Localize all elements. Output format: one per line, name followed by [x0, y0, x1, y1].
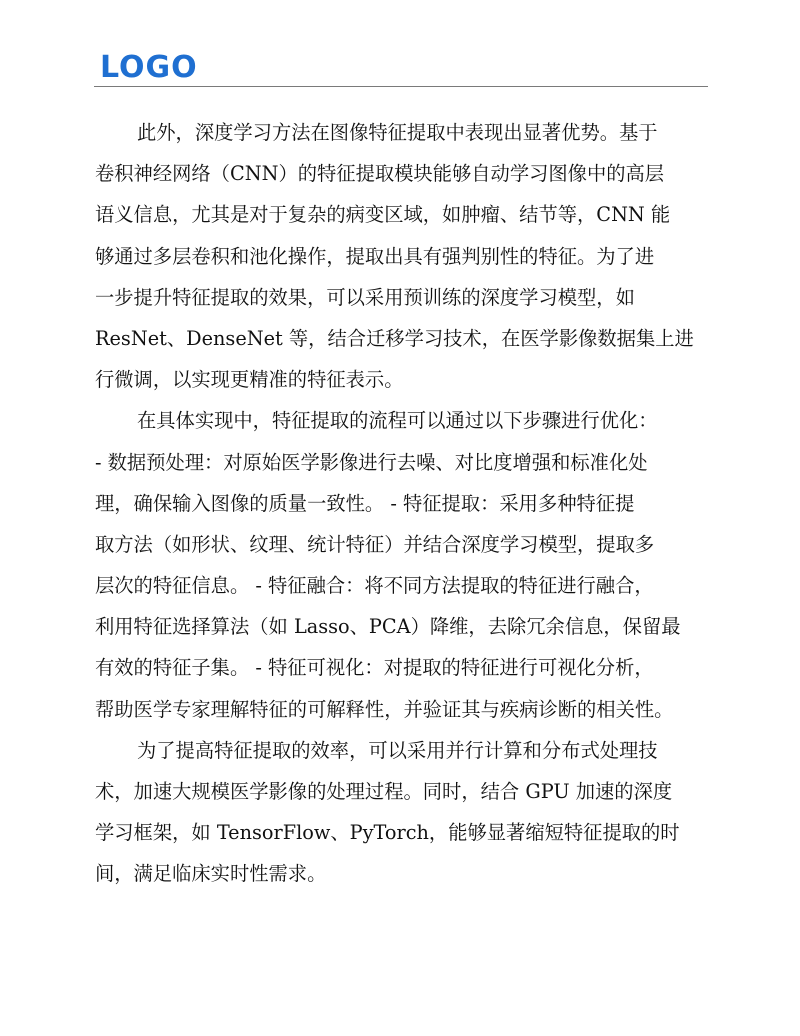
text-line: 一步提升特征提取的效果，可以采用预训练的深度学习模型，如	[95, 285, 635, 309]
text-line: 取方法（如形状、纹理、统计特征）并结合深度学习模型，提取多	[95, 532, 655, 556]
text-line: 为了提高特征提取的效率，可以采用并行计算和分布式处理技	[137, 738, 658, 762]
text-line: 有效的特征子集。 - 特征可视化：对提取的特征进行可视化分析，	[95, 656, 654, 680]
text-line: 帮助医学专家理解特征的可解释性，并验证其与疾病诊断的相关性。	[95, 697, 674, 721]
text-line: 层次的特征信息。 - 特征融合：将不同方法提取的特征进行融合，	[95, 574, 654, 598]
document-body	[95, 112, 735, 895]
logo: LOGO	[100, 50, 198, 85]
text-line: 行微调，以实现更精准的特征表示。	[95, 368, 404, 392]
text-line: ResNet、DenseNet 等，结合迁移学习技术，在医学影像数据集上进	[95, 326, 694, 350]
header-divider	[94, 86, 708, 87]
text-line: 够通过多层卷积和池化操作，提取出具有强判别性的特征。为了进	[95, 244, 655, 268]
text-line: 语义信息，尤其是对于复杂的病变区域，如肿瘤、结节等，CNN 能	[95, 203, 671, 227]
text-line: 此外，深度学习方法在图像特征提取中表现出显著优势。基于	[137, 121, 658, 144]
text-line: 间，满足临床实时性需求。	[95, 862, 327, 886]
text-line: 利用特征选择算法（如 Lasso、PCA）降维，去除冗余信息，保留最	[95, 615, 681, 639]
text-line: 在具体实现中，特征提取的流程可以通过以下步骤进行优化：	[137, 409, 658, 433]
text-line: 卷积神经网络（CNN）的特征提取模块能够自动学习图像中的高层	[95, 162, 665, 186]
text-line: 学习框架，如 TensorFlow、PyTorch，能够显著缩短特征提取的时	[95, 821, 680, 845]
text-line: 理，确保输入图像的质量一致性。 - 特征提取：采用多种特征提	[95, 491, 635, 515]
text-line: - 数据预处理：对原始医学影像进行去噪、对比度增强和标准化处	[95, 450, 648, 474]
text-line: 术，加速大规模医学影像的处理过程。同时，结合 GPU 加速的深度	[95, 780, 673, 803]
